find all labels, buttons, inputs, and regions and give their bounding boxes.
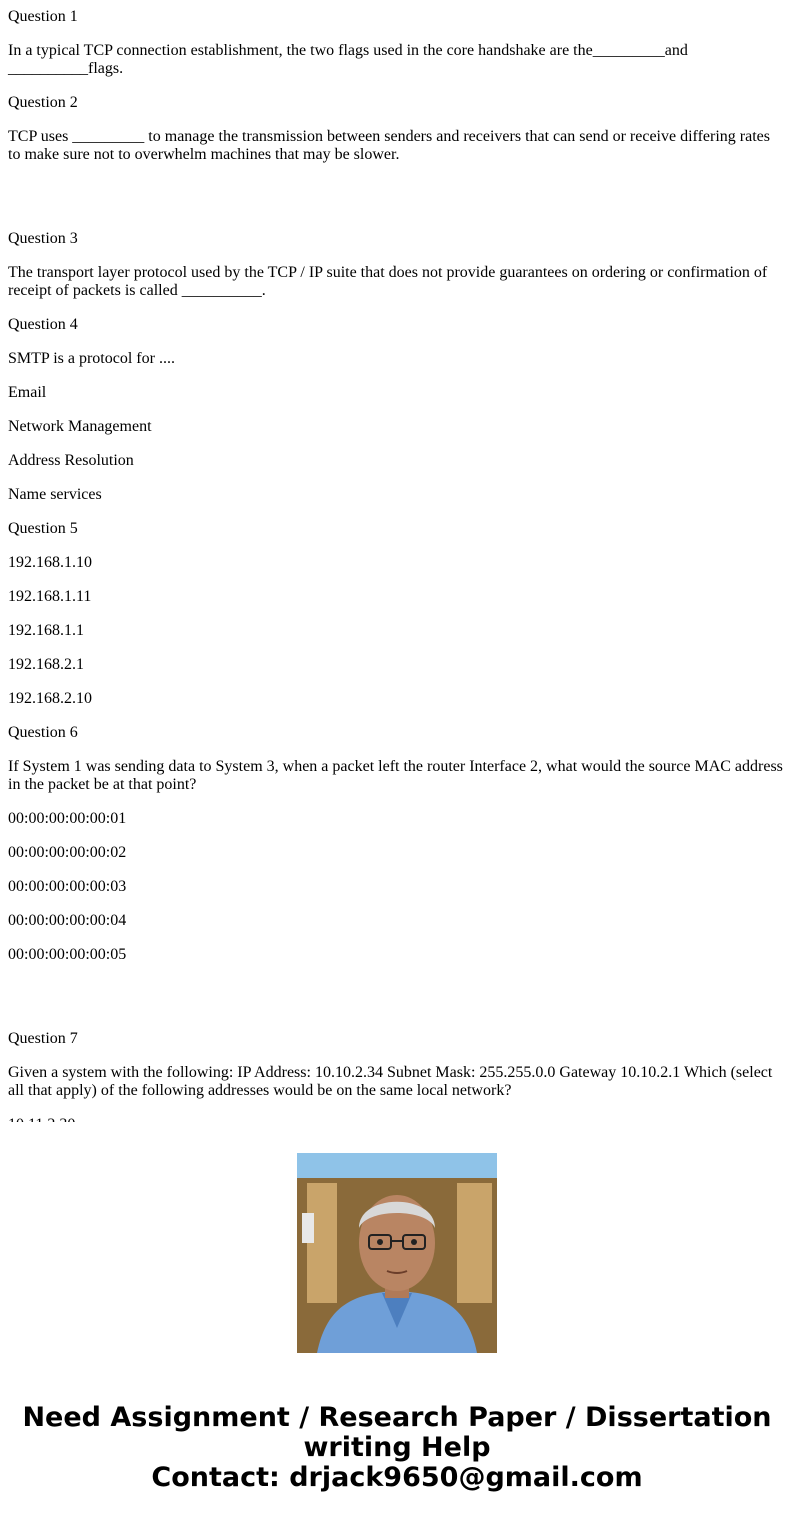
blank-spacer (8, 980, 786, 1014)
promo-subheadline: writing Help (303, 1432, 491, 1463)
question-4-text: SMTP is a protocol for .... (8, 350, 175, 367)
question-4-title: Question 4 (8, 316, 78, 333)
question-5-option: 192.168.1.11 (8, 588, 92, 605)
question-6-option: 00:00:00:00:00:02 (8, 844, 127, 861)
question-5-option: 192.168.1.10 (8, 554, 92, 571)
question-4-option: Email (8, 384, 47, 401)
question-5-option: 192.168.1.1 (8, 622, 84, 639)
question-6-option: 00:00:00:00:00:04 (8, 912, 127, 929)
blank-spacer (8, 180, 786, 214)
question-6-option: 00:00:00:00:00:05 (8, 946, 127, 963)
question-6-text: If System 1 was sending data to System 3, when a packet left the router Interface 2, what would the source MAC address in the packet be at that point? (8, 758, 783, 793)
question-4-option: Address Resolution (8, 452, 134, 469)
avatar (297, 1153, 497, 1353)
question-5-title: Question 5 (8, 520, 78, 537)
question-7-text: Given a system with the following: IP Address: 10.10.2.34 Subnet Mask: 255.255.0.0 Gateway 10.10.2.1 Which (select all that apply) of the following addresses would be on the same local network? (8, 1064, 773, 1099)
question-5-option: 192.168.2.1 (8, 656, 84, 673)
promo-banner (0, 1122, 794, 1523)
question-7-title: Question 7 (8, 1030, 78, 1047)
question-6-option: 00:00:00:00:00:01 (8, 810, 127, 827)
question-4-option: Network Management (8, 418, 152, 435)
question-3-text: The transport layer protocol used by the TCP / IP suite that does not provide guarantees on ordering or confirmation of receipt of packets is called __________. (8, 264, 768, 299)
question-6-option: 00:00:00:00:00:03 (8, 878, 127, 895)
question-2-text: TCP uses _________ to manage the transmission between senders and receivers that can send or receive differing rates to make sure not to overwhelm machines that may be slower. (8, 128, 770, 163)
promo-contact: Contact: drjack9650@gmail.com (151, 1462, 643, 1493)
question-1-title: Question 1 (8, 8, 78, 25)
question-5-option: 192.168.2.10 (8, 690, 92, 707)
question-1-text: In a typical TCP connection establishment, the two flags used in the core handshake are the_________and __________flags. (8, 42, 688, 77)
question-6-title: Question 6 (8, 724, 78, 741)
question-3-title: Question 3 (8, 230, 78, 247)
question-2-title: Question 2 (8, 94, 78, 111)
portrait-image (297, 1153, 497, 1353)
promo-text (0, 1403, 794, 1493)
question-4-option: Name services (8, 486, 102, 503)
promo-headline: Need Assignment / Research Paper / Dissertation (22, 1402, 772, 1433)
